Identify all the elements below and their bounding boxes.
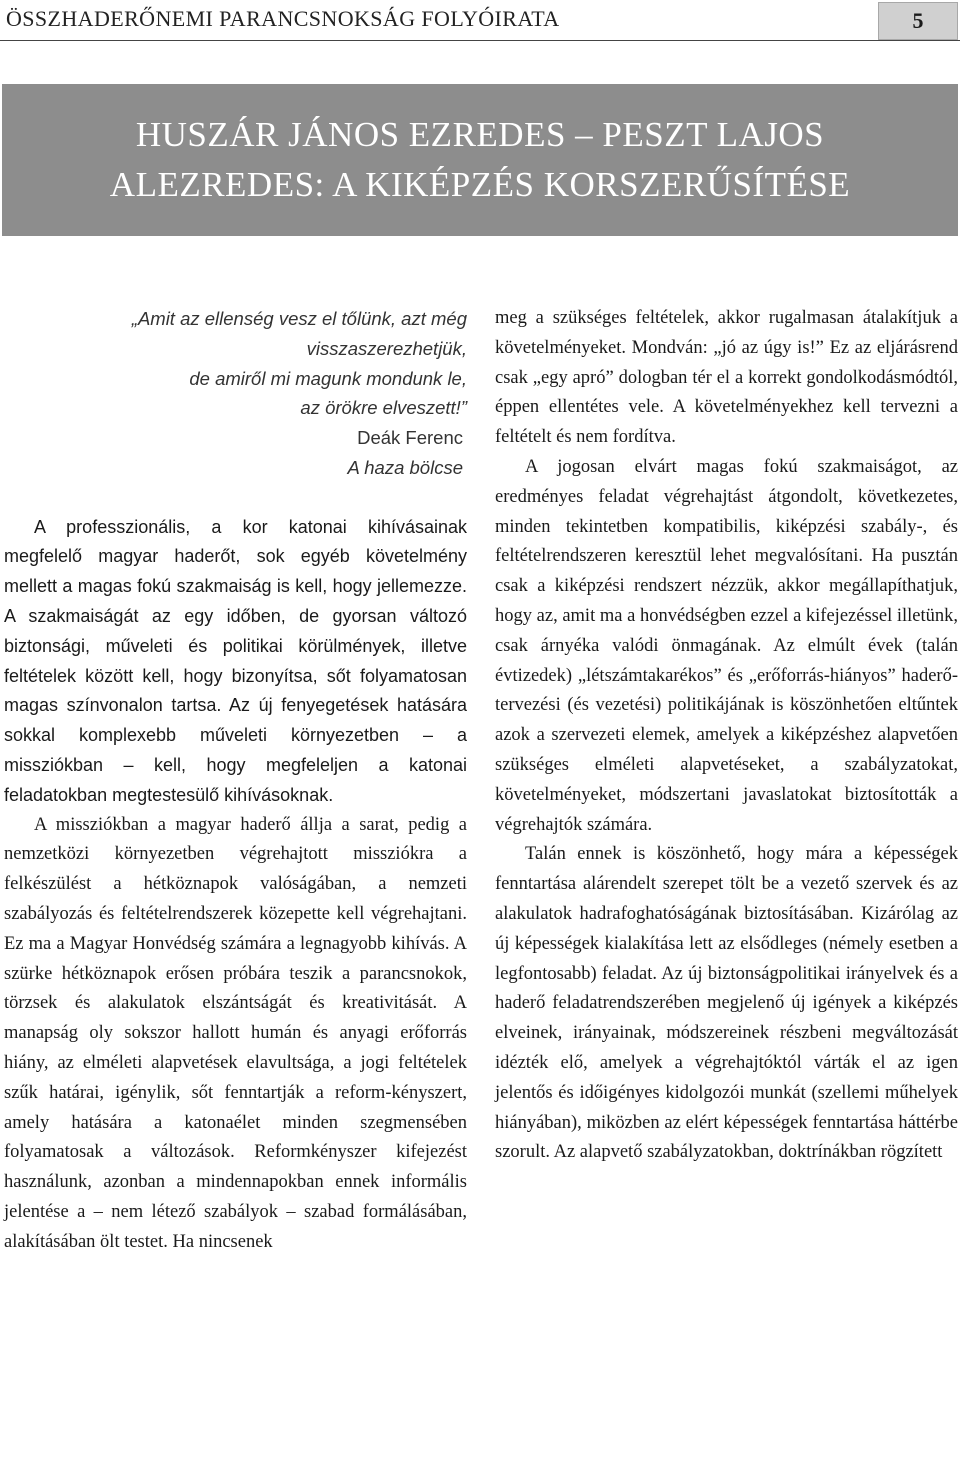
- epigraph-line: az örökre elveszett!”: [300, 397, 467, 419]
- epigraph-line: de amiről mi magunk mondunk le,: [189, 367, 467, 389]
- left-column: [4, 304, 467, 1258]
- article-title-banner: [2, 84, 958, 236]
- page-number: 5: [878, 2, 958, 40]
- page-header: [0, 0, 960, 44]
- body-paragraph: A professzionális, a kor katonai kihívásainak megfelelő magyar haderőt, sok egyéb követelmény mellett a magas fokú szakmaiság is kell, hogy jellemezze. A szakmaiságát az egy időben, de gyorsan változó biztonsági, műveleti és politikai körülmények, illetve feltételek között kell, hogy bizonyítsa, sőt folyamatosan magas színvonalon tartsa. Az új fenyegetések hatására sokkal komplexebb műveleti környezetben – a missziókban – kell, hogy megfeleljen a katonai feladatokban megtestesülő kihívásoknak.: [4, 516, 467, 805]
- body-paragraph: meg a szükséges feltételek, akkor rugalmasan átalakítjuk a követelményeket. Mondván: „jó az úgy is!” Ez az eljárásrend csak „egy apró” dologban tér el a korrekt gondolkodásmódtól, éppen ellentétes vele. A követelményekhez kell tervezni a feltételt és nem fordítva.: [495, 308, 958, 448]
- journal-title: ÖSSZHADERŐNEMI PARANCSNOKSÁG FOLYÓIRATA: [6, 6, 560, 31]
- article-title-line-1: HUSZÁR JÁNOS EZREDES – PESZT LAJOS: [135, 115, 825, 154]
- body-paragraph: A missziókban a magyar haderő állja a sarat, pedig a nemzetközi környezetben végrehajtott missziókra a felkészülést a hétköznapok valóságában, a nemzeti szabályozás és feltételrendszerek közepette kell végrehajtani. Ez ma a Magyar Honvédség számára a legnagyobb kihívás. A szürke hétköznapok erősen próbára teszik a parancsnokok, törzsek és alakulatok elszántságát és kreativitását. A manapság oly sokszor hallott humán és anyagi erőforrás hiány, az elméleti alapvetések elavultsága, a jogi feltételek szűk határai, igénylik, sőt fenntartják a reform-kényszert, amely hatására a katonaélet minden szegmensében folyamatosak a változások. Reformkényszer kifejezést használunk, azonban a mindennapokban ennek informális jelentése a – nem létező szabályok – szabad formálásában, alakításában ölt testet. Ha nincsenek: [4, 814, 467, 1252]
- body-paragraph: Talán ennek is köszönhető, hogy mára a képességek fenntartása alárendelt szerepet tölt be a vezető szervek és az alakulatok hadrafoghatóságának biztosításában. Kizárólag az új képességek kialakítása lett az elsődleges (némely esetben a legfontosabb) feladat. Az új biztonságpolitikai irányelvek és a haderő feladatrendszerében megjelenő új igények a kiképzés elveinek, irányainak, módszereinek részbeni megváltozását idézték elő, amelyek a végrehajtóktól várták el az igen jelentős és időigényes kidolgozói munkát (szellemi műhelyek hiányában), miközben az elért képességek fenntartása háttérbe szorult. Az alapvető szabályzatokban, doktrínákban rögzített: [495, 844, 958, 1163]
- epigraph-line: visszaszerezhetjük,: [306, 337, 467, 359]
- article-title-line-2: ALEZREDES: A KIKÉPZÉS KORSZERŰSÍTÉSE: [109, 165, 851, 204]
- epigraph-author: Deák Ferenc: [357, 427, 463, 449]
- right-column: [495, 304, 958, 1168]
- body-paragraph: A jogosan elvárt magas fokú szakmaiságot, az eredményes feladat végrehajtást átgondolt, következetes, minden tekintetben kompatibilis, kiképzési szabály-, és feltételrendszeren keresztül lehet megvalósítani. Ha pusztán csak a kiképzési rendszert nézzük, akkor megállapíthatjuk, hogy az, amit ma a honvédségben ezzel a kifejezéssel illetünk, csak árnyéka valódi önmagának. Az elmúlt évek (talán évtizedek) „létszámtakarékos” és „erőforrás-hiányos” haderő-tervezési (és vezetési) politikájának is köszönhetően eltűntek azok a szervezeti elemek, amelyek a kiképzéshez alapvetően szükséges elméleti alapvetéseket, a szabályzatokat, követelményeket, módszertani javaslatokat biztosították a végrehajtók számára.: [495, 456, 958, 835]
- epigraph-line: „Amit az ellenség vesz el tőlünk, azt még: [131, 308, 467, 329]
- epigraph: [4, 304, 467, 483]
- header-rule: [0, 40, 960, 41]
- epigraph-work: A haza bölcse: [347, 456, 463, 478]
